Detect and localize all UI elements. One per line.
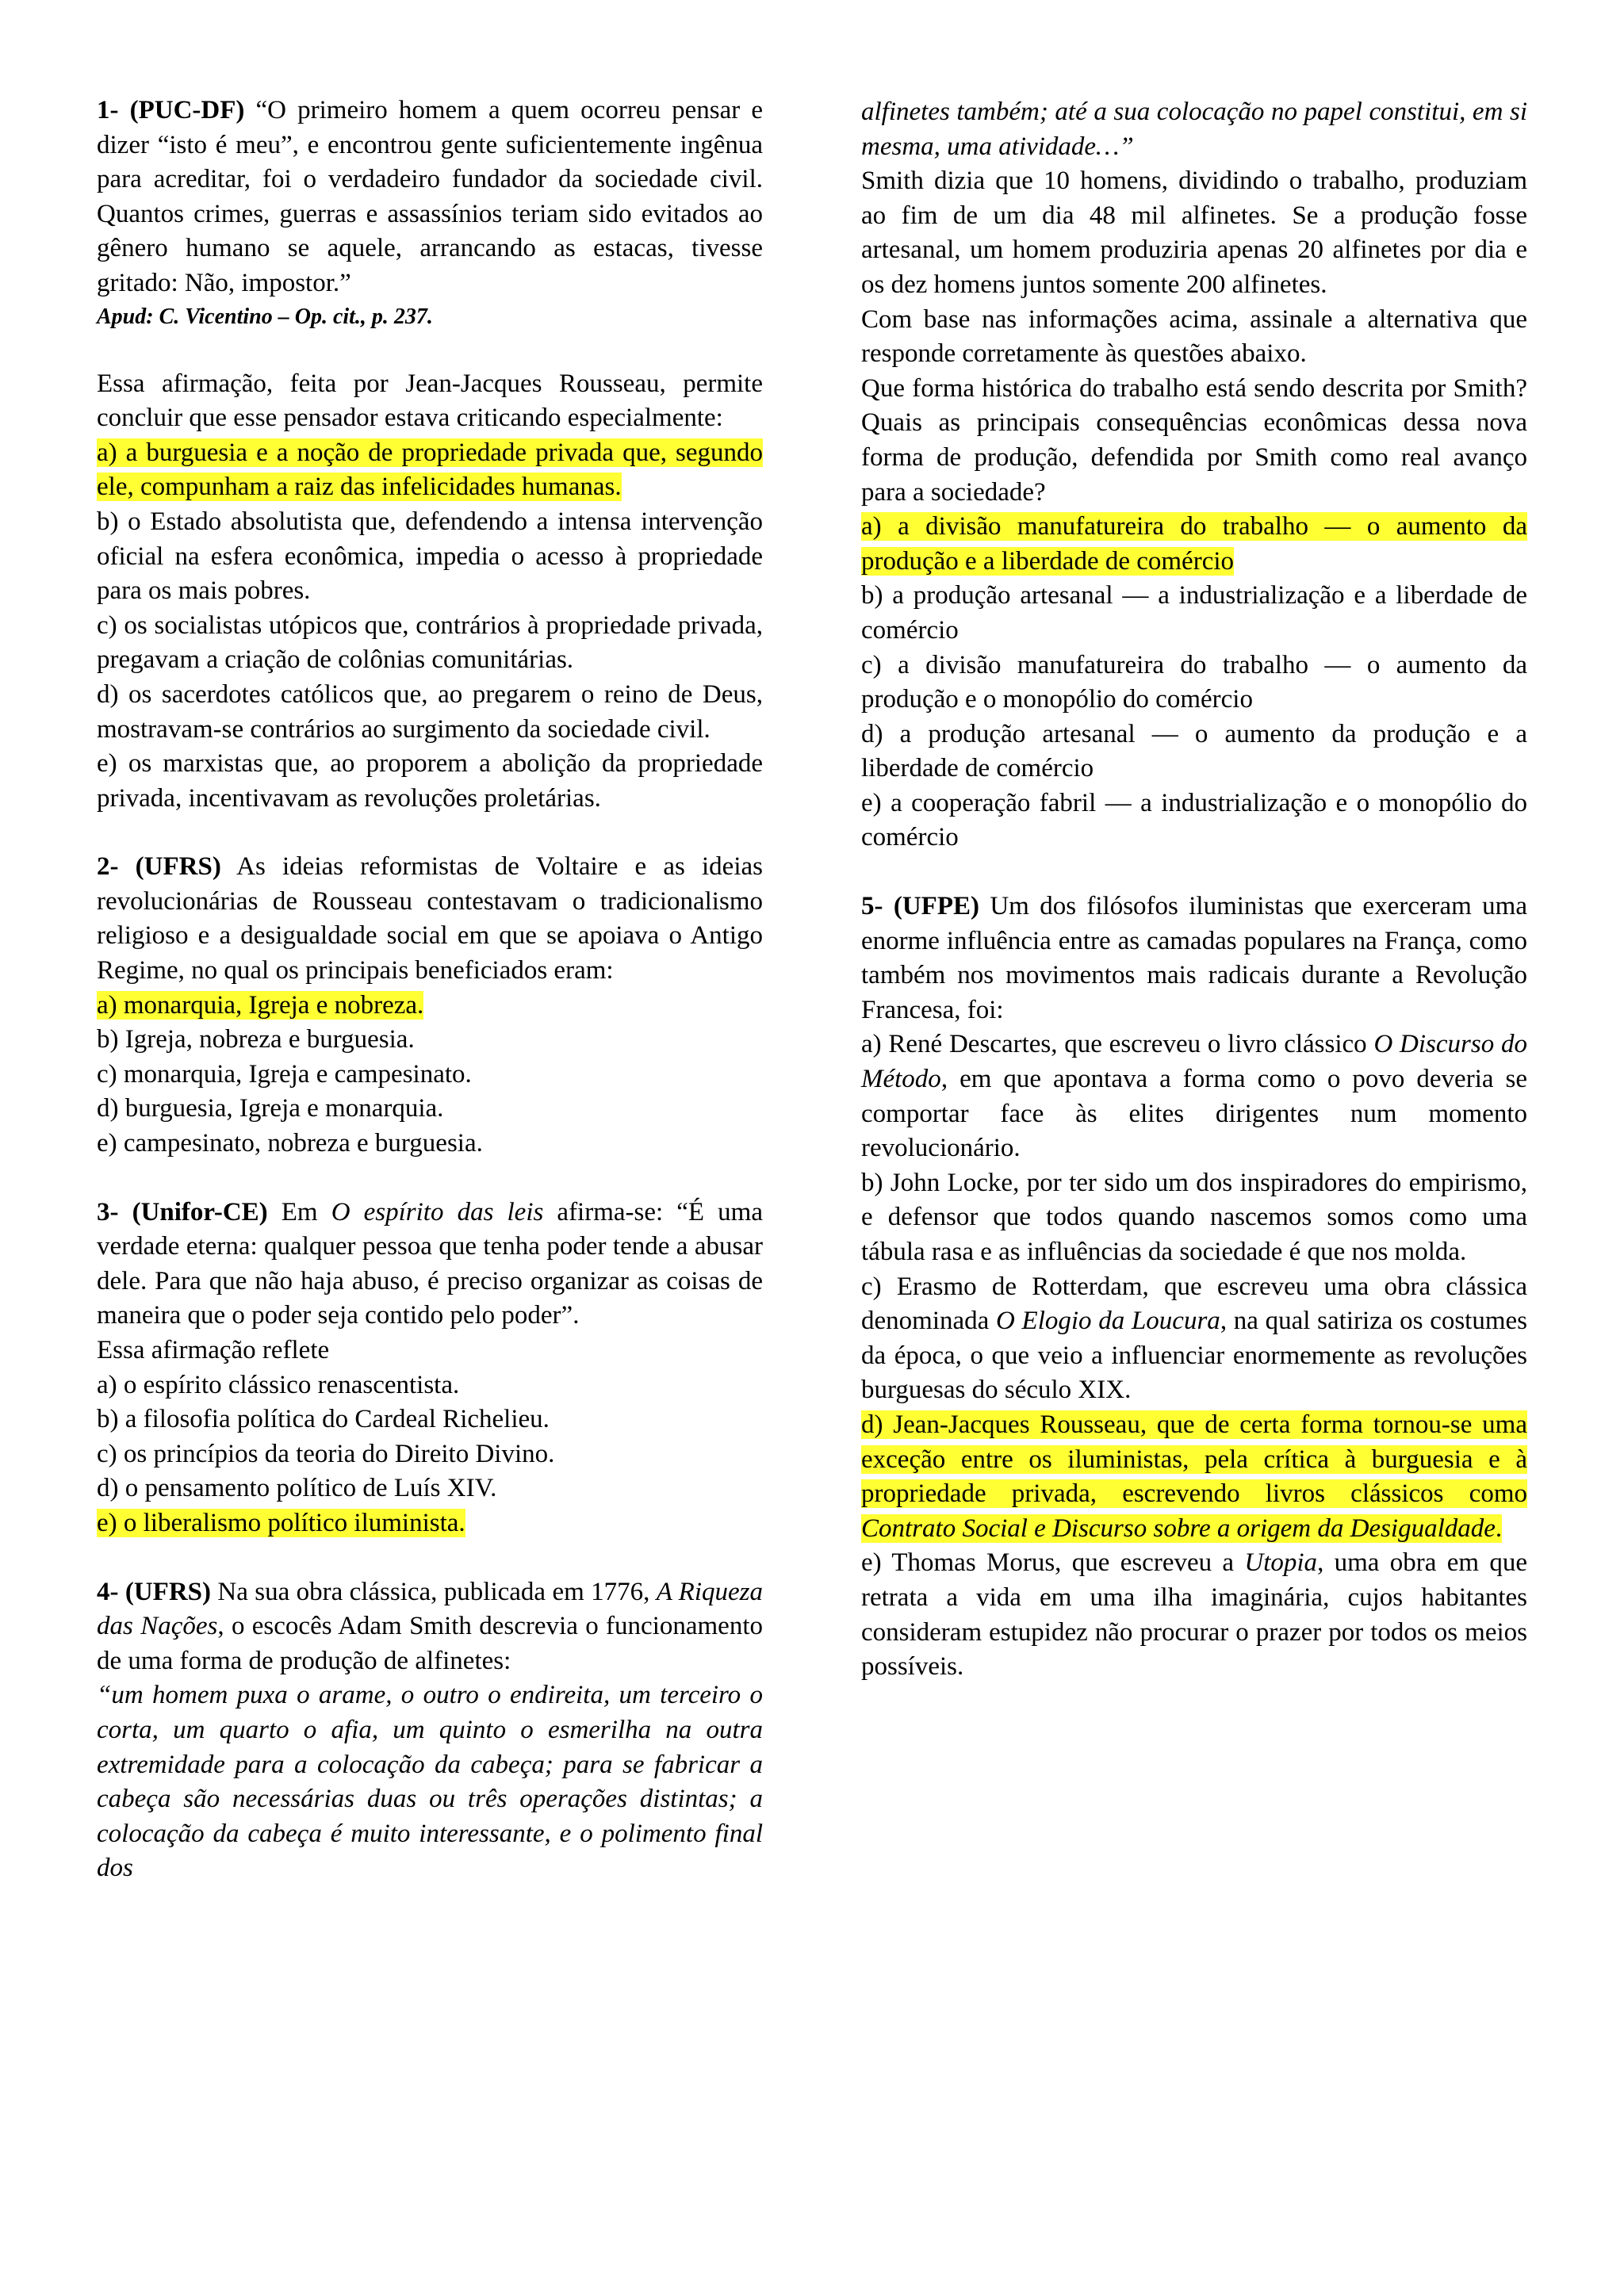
q4-option-a <box>861 510 1527 579</box>
q5-option-c-work: O Elogio da Loucura <box>996 1307 1220 1336</box>
q4-quote-part1: “um homem puxa o arame, o outro o endireita, um terceiro o corta, um quarto o afia, um quinto o esmerilha na outra extremidade para a colocação da cabeça; para se fabricar a cabeça são necessárias duas ou três operações distintas; a colocação da cabeça é muito interessante, e o polimento final dos <box>97 1681 763 1883</box>
q4-statement-post: , o escocês Adam Smith descrevia o funcionamento de uma forma de produção de alfinetes: <box>97 1612 763 1675</box>
q5-option-e <box>861 1546 1527 1684</box>
q1-option-c: c) os socialistas utópicos que, contrários à propriedade privada, pregavam a criação de colônias comunitárias. <box>97 610 763 675</box>
q3-statement-post: afirma-se: “É uma verdade eterna: qualquer pessoa que tenha poder tende a abusar dele. Para que não haja abuso, é preciso organizar as coisas de maneira que o poder seja contido pelo poder”. <box>97 1197 763 1330</box>
q5-option-c <box>861 1270 1527 1408</box>
q1-quote: “O primeiro homem a quem ocorreu pensar e dizer “isto é meu”, e encontrou gente suficientemente ingênua para acreditar, foi o verdadeiro fundador da sociedade civil. Quantos crimes, guerras e assassínios teriam sido evitados ao gênero humano se aquele, arrancando as estacas, tivesse gritado: Não, impostor.” <box>97 96 763 297</box>
q3-option-e-text: e) o liberalismo político iluminista. <box>97 1508 465 1537</box>
q5-option-d <box>861 1408 1527 1546</box>
q2-statement: As ideias reformistas de Voltaire e as ideias revolucionárias de Rousseau contestavam o tradicionalismo religioso e a desigualdade social em que se apoiava o Antigo Regime, no qual os principais beneficiados eram: <box>97 852 763 985</box>
q3-prompt: Essa afirmação reflete <box>97 1336 330 1364</box>
question-3 <box>97 1196 763 1541</box>
q4-instruction: Com base nas informações acima, assinale a alternativa que responde corretamente às questões abaixo. <box>861 304 1527 369</box>
right-column <box>861 95 1527 1719</box>
q1-option-e: e) os marxistas que, ao proporem a abolição da propriedade privada, incentivavam as revoluções proletárias. <box>97 749 763 813</box>
q3-option-e <box>97 1506 763 1541</box>
q4-work-title: A Riqueza das Nações <box>97 1577 763 1641</box>
q3-option-b: b) a filosofia política do Cardeal Richelieu. <box>97 1405 550 1434</box>
q2-number: 2- (UFRS) <box>97 852 221 882</box>
q4-option-e: e) a cooperação fabril — a industrialização e o monopólio do comércio <box>861 788 1527 852</box>
q4-statement-pre: Na sua obra clássica, publicada em 1776, <box>211 1577 657 1606</box>
q5-option-c-pre: c) Erasmo de Rotterdam, que escreveu uma obra clássica denominada <box>861 1272 1527 1336</box>
q4-smith-text: Smith dizia que 10 homens, dividindo o trabalho, produziam ao fim de um dia 48 mil alfinetes. Se a produção fosse artesanal, um homem produziria apenas 20 alfinetes por dia e os dez homens juntos somente 200 alfinetes. <box>861 166 1527 299</box>
q1-option-b: b) o Estado absolutista que, defendendo a intensa intervenção oficial na esfera econômica, impedia o acesso à propriedade para os mais pobres. <box>97 507 763 606</box>
q5-statement: Um dos filósofos iluministas que exerceram uma enorme influência entre as camadas populares na França, como também nos movimentos mais radicais durante a Revolução Francesa, foi: <box>861 892 1527 1024</box>
q5-option-c-post: , na qual satiriza os costumes da época, o que veio a influenciar enormemente as revoluções burguesas do século XIX. <box>861 1307 1528 1405</box>
q2-option-e: e) campesinato, nobreza e burguesia. <box>97 1129 483 1158</box>
q1-number: 1- (PUC-DF) <box>97 96 245 124</box>
q3-work-title: O espírito das leis <box>331 1197 544 1226</box>
q1-option-a-text: a) a burguesia e a noção de propriedade privada que, segundo ele, compunham a raiz das infelicidades humanas. <box>97 438 763 502</box>
q5-option-d-pre: d) Jean-Jacques Rousseau, que de certa forma tornou-se uma exceção entre os iluministas, pela crítica à burguesia e à propriedade privada, escrevendo livros clássicos como <box>861 1410 1527 1509</box>
q1-stem <box>97 94 763 301</box>
q3-option-a: a) o espírito clássico renascentista. <box>97 1370 460 1399</box>
q3-number: 3- (Unifor-CE) <box>97 1197 268 1226</box>
question-4-continued <box>861 95 1527 855</box>
q2-option-c: c) monarquia, Igreja e campesinato. <box>97 1059 472 1089</box>
q5-option-e-work: Utopia <box>1244 1548 1318 1578</box>
q2-option-b: b) Igreja, nobreza e burguesia. <box>97 1025 415 1054</box>
q2-stem <box>97 850 763 988</box>
q5-option-a <box>861 1027 1527 1165</box>
q4-option-b: b) a produção artesanal — a industrialização e a liberdade de comércio <box>861 581 1527 645</box>
q5-option-e-pre: e) Thomas Morus, que escreveu a <box>861 1548 1245 1578</box>
q3-option-c: c) os princípios da teoria do Direito Divino. <box>97 1439 555 1468</box>
q3-statement-pre: Em <box>267 1197 331 1226</box>
q4-stem <box>97 1575 763 1679</box>
q1-option-a <box>97 436 763 505</box>
q5-option-b: b) John Locke, por ter sido um dos inspiradores do empirismo, e defensor que todos quando nascemos somos como uma tábula rasa e as influências da sociedade é que nos molda. <box>861 1168 1527 1266</box>
q4-option-c: c) a divisão manufatureira do trabalho — o aumento da produção e o monopólio do comércio <box>861 650 1527 714</box>
q4-quote-part2: alfinetes também; até a sua colocação no papel constitui, em si mesma, uma atividade…” <box>861 98 1527 161</box>
q1-source: Apud: C. Vicentino – Op. cit., p. 237. <box>97 304 433 329</box>
q4-option-a-text: a) a divisão manufatureira do trabalho — o aumento da produção e a liberdade de comércio <box>861 512 1527 576</box>
q5-option-a-pre: a) René Descartes, que escreveu o livro clássico <box>861 1030 1374 1059</box>
question-1 <box>97 94 763 816</box>
q1-statement: Essa afirmação, feita por Jean-Jacques Rousseau, permite concluir que esse pensador estava criticando especialmente: <box>97 369 763 433</box>
q3-stem <box>97 1196 763 1334</box>
question-2 <box>97 850 763 1161</box>
q4-option-d: d) a produção artesanal — o aumento da produção e a liberdade de comércio <box>861 719 1527 783</box>
q3-option-d: d) o pensamento político de Luís XIV. <box>97 1474 497 1503</box>
q5-option-e-post: , uma obra em que retrata a vida em uma ilha imaginária, cujos habitantes consideram estupidez não procurar o prazer por todos os meios possíveis. <box>861 1548 1527 1682</box>
q5-option-d-post: . <box>1495 1513 1503 1543</box>
q5-number: 5- (UFPE) <box>861 892 979 921</box>
left-column <box>97 94 763 1920</box>
q5-option-a-work: O Discurso do Método <box>861 1030 1527 1094</box>
q4-number: 4- (UFRS) <box>97 1577 212 1606</box>
q4-question: Que forma histórica do trabalho está sendo descrita por Smith? Quais as principais consequências econômicas dessa nova forma de produção, defendida por Smith como real avanço para a sociedade? <box>861 373 1527 507</box>
q2-option-a <box>97 989 763 1024</box>
question-4-start <box>97 1575 763 1886</box>
question-5 <box>861 890 1527 1685</box>
q2-option-d: d) burguesia, Igreja e monarquia. <box>97 1094 444 1123</box>
q2-option-a-text: a) monarquia, Igreja e nobreza. <box>97 990 424 1020</box>
q5-stem <box>861 890 1527 1027</box>
q5-option-d-work: Contrato Social e Discurso sobre a origem da Desigualdade <box>861 1513 1496 1543</box>
q5-option-a-post: , em que apontava a forma como o povo deveria se comportar face às elites dirigentes num momento revolucionário. <box>861 1065 1527 1163</box>
q1-option-d: d) os sacerdotes católicos que, ao pregarem o reino de Deus, mostravam-se contrários ao surgimento da sociedade civil. <box>97 679 763 744</box>
